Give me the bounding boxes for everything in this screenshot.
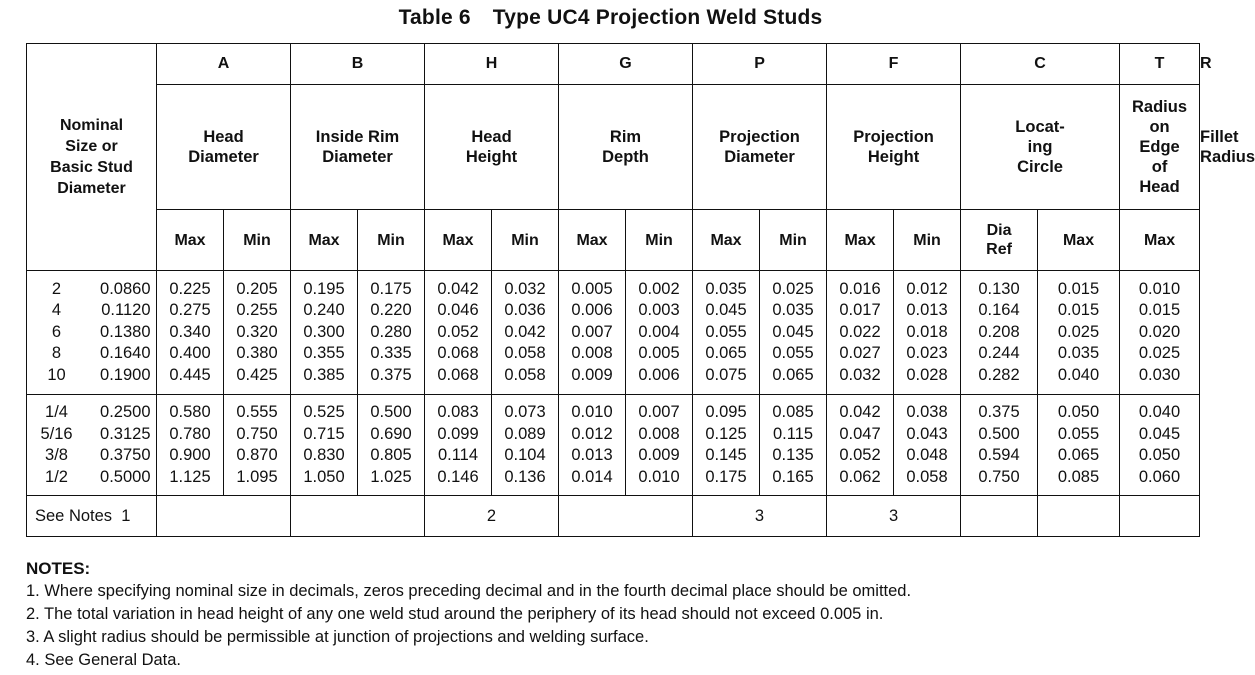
- nominal-size: 3/8: [45, 446, 68, 464]
- basic-diameter: 0.1380: [100, 322, 151, 341]
- nominal-size-cell: [27, 395, 157, 496]
- value-cell: [760, 271, 827, 395]
- see-notes-row: [27, 496, 1200, 537]
- value: 0.690: [370, 424, 412, 443]
- column-name-line: Height: [867, 148, 920, 166]
- value: 0.045: [705, 301, 747, 320]
- value-cell: [224, 395, 291, 496]
- basic-diameter: 0.5000: [100, 467, 151, 486]
- value-cell: [492, 271, 559, 395]
- value: 0.300: [303, 322, 345, 341]
- value: 0.042: [839, 403, 881, 421]
- see-notes-cell: [157, 496, 291, 537]
- value: 0.043: [906, 424, 948, 443]
- value: 0.073: [504, 403, 546, 421]
- value: 0.244: [978, 344, 1020, 363]
- value: 0.040: [1138, 403, 1181, 421]
- sub-header-line: Dia: [986, 222, 1012, 239]
- value: 0.175: [370, 279, 412, 298]
- value: 0.750: [978, 467, 1020, 486]
- value: 0.165: [772, 467, 814, 486]
- value: 0.135: [772, 446, 814, 464]
- value: 0.146: [437, 467, 479, 486]
- column-name-line: Diameter: [188, 148, 259, 166]
- sub-header-max: Max: [693, 210, 760, 271]
- value: 0.028: [906, 365, 948, 384]
- value: 0.060: [1138, 467, 1181, 486]
- nominal-size-cell: [27, 271, 157, 395]
- see-notes-nominal: 1: [121, 506, 131, 525]
- value: 0.068: [437, 344, 479, 363]
- value: 0.025: [772, 279, 814, 298]
- note-item: 3. A slight radius should be permissible at junction of projections and welding surface.: [26, 628, 649, 646]
- size-line: [27, 402, 156, 424]
- value: 0.095: [705, 403, 747, 421]
- value: 0.047: [839, 424, 881, 443]
- value-cell: [693, 271, 760, 395]
- value: 0.003: [638, 301, 680, 320]
- data-row-group-2: [27, 395, 1200, 496]
- value: 0.525: [303, 403, 345, 421]
- size-line: [27, 365, 156, 387]
- column-letter-f: F: [827, 44, 961, 85]
- value: 0.032: [504, 279, 546, 298]
- sub-header-max: Max: [559, 210, 626, 271]
- value: 0.065: [772, 365, 814, 384]
- value: 0.145: [705, 446, 747, 464]
- value: 0.055: [705, 322, 747, 341]
- basic-diameter: 0.1900: [100, 365, 151, 384]
- nominal-size: 10: [47, 365, 66, 384]
- value: 0.400: [169, 344, 211, 363]
- value: 0.009: [638, 446, 680, 464]
- sub-header-max: Max: [157, 210, 224, 271]
- column-name-f: [827, 85, 961, 210]
- value: 0.050: [1138, 446, 1181, 464]
- value: 0.500: [370, 403, 412, 421]
- value: 0.075: [705, 365, 747, 384]
- value: 0.015: [1057, 279, 1100, 298]
- notes-list: [26, 580, 911, 672]
- table-number: Table 6: [398, 6, 471, 29]
- value: 0.005: [571, 279, 613, 298]
- nominal-size: 4: [51, 301, 62, 320]
- value: 0.018: [906, 322, 948, 341]
- value: 0.022: [839, 322, 881, 341]
- value: 0.040: [1057, 365, 1100, 384]
- value-cell: [1120, 271, 1200, 395]
- column-name-line: Head: [471, 128, 512, 146]
- value-cell: [157, 395, 224, 496]
- value-cell: [559, 395, 626, 496]
- nominal-size: 1/4: [45, 403, 68, 421]
- value: 0.052: [839, 446, 881, 464]
- value: 0.015: [1138, 301, 1181, 320]
- value: 0.042: [504, 322, 546, 341]
- value: 0.050: [1057, 403, 1100, 421]
- see-notes-cell: [291, 496, 425, 537]
- nominal-size: 1/2: [45, 467, 68, 486]
- value-cell: [425, 395, 492, 496]
- value: 0.104: [504, 446, 546, 464]
- value-cell: [358, 395, 425, 496]
- column-letter-c: C: [961, 44, 1120, 85]
- sub-header-max: Max: [827, 210, 894, 271]
- value-cell: [894, 395, 961, 496]
- column-name-p: [693, 85, 827, 210]
- value-cell: [760, 395, 827, 496]
- value: 0.130: [978, 279, 1020, 298]
- value: 0.012: [906, 279, 948, 298]
- value: 0.164: [978, 301, 1020, 320]
- nominal-header-line: Basic Stud: [50, 159, 133, 176]
- value: 1.125: [169, 467, 211, 486]
- column-letter-p: P: [693, 44, 827, 85]
- value: 0.017: [839, 301, 881, 320]
- value: 0.015: [1057, 301, 1100, 320]
- see-notes-cell: [961, 496, 1038, 537]
- column-name-line: Radius: [1132, 98, 1188, 116]
- nominal-size: 8: [51, 344, 62, 363]
- sub-header-min: Min: [492, 210, 559, 271]
- value: 0.136: [504, 467, 546, 486]
- value: 0.340: [169, 322, 211, 341]
- column-name-line: Edge: [1139, 138, 1180, 156]
- column-name-row: Head Diameter Inside Rim Diameter Head Height Rim Depth Projection Diameter Projection Height Locat- ing Circle Radius on Edge of Head Fillet Radius: [27, 85, 1200, 210]
- note-item: 1. Where specifying nominal size in decimals, zeros preceding decimal and in the fourth decimal place should be omitted.: [26, 582, 912, 600]
- column-name-line: Projection: [719, 128, 800, 146]
- basic-diameter: 0.1120: [101, 301, 151, 320]
- size-line: [27, 279, 156, 301]
- value: 0.007: [638, 403, 680, 421]
- value: 1.095: [236, 467, 278, 486]
- sub-header-min: Min: [760, 210, 827, 271]
- note-item: 2. The total variation in head height of any one weld stud around the periphery of its head should not exceed 0.005 in.: [26, 605, 884, 623]
- value: 0.009: [571, 365, 613, 384]
- max-min-row: [27, 210, 1200, 271]
- sub-header-min: Min: [894, 210, 961, 271]
- value: 1.050: [303, 467, 345, 486]
- value-cell: [894, 271, 961, 395]
- column-name-line: Circle: [1017, 158, 1063, 176]
- value: 0.013: [571, 446, 613, 464]
- column-name-a: [157, 85, 291, 210]
- value-cell: [1120, 395, 1200, 496]
- size-line: [27, 343, 156, 365]
- value: 0.048: [906, 446, 948, 464]
- value: 0.055: [772, 344, 814, 363]
- see-notes-cell: [1120, 496, 1200, 537]
- column-name-line: Inside Rim: [315, 128, 400, 146]
- column-letter-h: H: [425, 44, 559, 85]
- value: 0.020: [1138, 322, 1181, 341]
- value: 0.012: [571, 424, 613, 443]
- value-cell: [291, 395, 358, 496]
- value: 0.062: [839, 467, 881, 486]
- value: 0.225: [169, 279, 211, 298]
- value-cell: [291, 271, 358, 395]
- see-notes-text: See Notes: [35, 506, 113, 525]
- value: 0.065: [1057, 446, 1100, 464]
- value: 0.580: [169, 403, 211, 421]
- value-cell: [961, 395, 1038, 496]
- value: 0.870: [236, 446, 278, 464]
- value: 0.036: [504, 301, 546, 320]
- value: 0.042: [437, 279, 479, 298]
- value: 0.065: [705, 344, 747, 363]
- column-name-line: Diameter: [322, 148, 393, 166]
- value-cell: [157, 271, 224, 395]
- value: 0.005: [638, 344, 680, 363]
- value: 0.007: [571, 322, 613, 341]
- column-letter-t: T: [1120, 44, 1200, 85]
- column-name-line: Locat-: [1015, 118, 1065, 136]
- column-name-line: of: [1151, 158, 1168, 176]
- value: 0.280: [370, 322, 412, 341]
- value: 0.045: [772, 322, 814, 341]
- value: 0.275: [169, 301, 211, 320]
- value: 0.068: [437, 365, 479, 384]
- column-name-line: Height: [465, 148, 518, 166]
- value: 0.099: [437, 424, 479, 443]
- sub-header-max: Max: [291, 210, 358, 271]
- nominal-header-line: Diameter: [57, 180, 126, 197]
- basic-diameter: 0.3750: [100, 446, 151, 464]
- column-name-line: Projection: [853, 128, 934, 146]
- value: 0.445: [169, 365, 211, 384]
- size-line: [27, 300, 156, 322]
- value: 0.900: [169, 446, 211, 464]
- value: 0.032: [839, 365, 881, 384]
- value: 0.282: [978, 365, 1020, 384]
- value-cell: [425, 271, 492, 395]
- value: 0.016: [839, 279, 881, 298]
- weld-stud-table: [26, 43, 1255, 537]
- size-line: [27, 322, 156, 344]
- value: 0.014: [571, 467, 613, 486]
- basic-diameter: 0.2500: [100, 403, 151, 421]
- value-cell: [559, 271, 626, 395]
- value-cell: [358, 271, 425, 395]
- value: 0.035: [1057, 344, 1100, 363]
- see-notes-cell: [559, 496, 693, 537]
- value: 0.335: [370, 344, 412, 363]
- value: 0.780: [169, 424, 211, 443]
- value: 0.220: [370, 301, 412, 320]
- notes-section: [26, 557, 911, 672]
- table-title: [0, 6, 1221, 30]
- nominal-header-line: Size or: [65, 138, 118, 155]
- value: 0.006: [571, 301, 613, 320]
- value-cell: [961, 271, 1038, 395]
- value-cell: [693, 395, 760, 496]
- sub-header-min: Min: [358, 210, 425, 271]
- value: 0.555: [236, 403, 278, 421]
- column-name-line: Rim: [609, 128, 642, 146]
- value: 0.008: [571, 344, 613, 363]
- column-letter-b: B: [291, 44, 425, 85]
- value-cell: [626, 395, 693, 496]
- value: 0.058: [504, 365, 546, 384]
- value: 0.035: [772, 301, 814, 320]
- sub-header-line: Ref: [986, 241, 1012, 258]
- value: 0.205: [236, 279, 278, 298]
- see-notes-cell: [1038, 496, 1120, 537]
- value-cell: [626, 271, 693, 395]
- value: 0.500: [978, 424, 1020, 443]
- size-line: [27, 445, 156, 467]
- nominal-size: 2: [51, 279, 62, 298]
- nominal-size: 5/16: [40, 424, 73, 443]
- value: 0.425: [236, 365, 278, 384]
- value: 0.055: [1057, 424, 1100, 443]
- see-notes-cell: 3: [827, 496, 961, 537]
- value: 0.030: [1138, 365, 1181, 384]
- value: 0.355: [303, 344, 345, 363]
- value: 0.008: [638, 424, 680, 443]
- value: 0.115: [772, 424, 814, 443]
- value: 0.114: [437, 446, 479, 464]
- sub-header-max: Max: [425, 210, 492, 271]
- column-name-h: [425, 85, 559, 210]
- value: 0.025: [1138, 344, 1181, 363]
- sub-header-dia-ref: [961, 210, 1038, 271]
- see-notes-cell: 2: [425, 496, 559, 537]
- value: 0.089: [504, 424, 546, 443]
- nominal-header-line: Nominal: [59, 117, 124, 134]
- value: 0.320: [236, 322, 278, 341]
- value: 0.085: [772, 403, 814, 421]
- value: 0.805: [370, 446, 412, 464]
- value: 0.375: [370, 365, 412, 384]
- value-cell: [1038, 271, 1120, 395]
- value: 0.594: [978, 446, 1020, 464]
- value: 0.010: [638, 467, 680, 486]
- nominal-size-header: [27, 44, 157, 271]
- value: 0.058: [504, 344, 546, 363]
- basic-diameter: 0.0860: [100, 279, 151, 298]
- notes-heading: NOTES:: [26, 559, 91, 578]
- value-cell: [827, 395, 894, 496]
- column-name-line: Diameter: [724, 148, 795, 166]
- nominal-size: 6: [51, 322, 62, 341]
- column-name-g: [559, 85, 693, 210]
- value: 0.013: [906, 301, 948, 320]
- value: 0.083: [437, 403, 479, 421]
- value: 0.027: [839, 344, 881, 363]
- sub-header-min: Min: [626, 210, 693, 271]
- value: 0.052: [437, 322, 479, 341]
- column-name-c: [961, 85, 1120, 210]
- value-cell: [1038, 395, 1120, 496]
- value: 0.058: [906, 467, 948, 486]
- sub-header-max: Max: [1038, 210, 1120, 271]
- value: 0.240: [303, 301, 345, 320]
- value-cell: [224, 271, 291, 395]
- column-name-line: Head: [1139, 178, 1180, 196]
- column-name-line: ing: [1027, 138, 1053, 156]
- column-letter-g: G: [559, 44, 693, 85]
- value: 0.038: [906, 403, 948, 421]
- value-cell: [492, 395, 559, 496]
- basic-diameter: 0.3125: [100, 424, 151, 443]
- value: 0.045: [1138, 424, 1181, 443]
- value: 0.046: [437, 301, 479, 320]
- value: 0.085: [1057, 467, 1100, 486]
- column-name-b: [291, 85, 425, 210]
- value: 0.255: [236, 301, 278, 320]
- value: 0.830: [303, 446, 345, 464]
- see-notes-label: [27, 496, 157, 537]
- column-letter-a: A: [157, 44, 291, 85]
- column-letter-row: Nominal Size or Basic Stud Diameter A B H G P F C T R: [27, 44, 1200, 85]
- value: 1.025: [370, 467, 412, 486]
- value: 0.010: [1138, 279, 1181, 298]
- column-name-line: Depth: [602, 148, 649, 166]
- column-name-t: [1120, 85, 1200, 210]
- value: 0.375: [978, 403, 1020, 421]
- value: 0.006: [638, 365, 680, 384]
- value: 0.175: [705, 467, 747, 486]
- value: 0.385: [303, 365, 345, 384]
- size-line: [27, 424, 156, 446]
- sub-header-min: Min: [224, 210, 291, 271]
- value: 0.035: [705, 279, 747, 298]
- see-notes-cell: 3: [693, 496, 827, 537]
- table-title-text: Type UC4 Projection Weld Studs: [492, 6, 823, 29]
- value: 0.380: [236, 344, 278, 363]
- column-name-line: Head: [203, 128, 244, 146]
- value-cell: [827, 271, 894, 395]
- value: 0.750: [236, 424, 278, 443]
- note-item: 4. See General Data.: [26, 651, 182, 669]
- value: 0.715: [303, 424, 345, 443]
- sub-header-max: Max: [1120, 210, 1200, 271]
- basic-diameter: 0.1640: [100, 344, 151, 363]
- value: 0.002: [638, 279, 680, 298]
- size-line: [27, 467, 156, 489]
- column-name-line: on: [1149, 118, 1170, 136]
- value: 0.004: [638, 322, 680, 341]
- value: 0.208: [978, 322, 1020, 341]
- data-row-group-1: [27, 271, 1200, 395]
- value: 0.195: [303, 279, 345, 298]
- value: 0.125: [705, 424, 747, 443]
- value: 0.023: [906, 344, 948, 363]
- value: 0.025: [1057, 322, 1100, 341]
- value: 0.010: [571, 403, 613, 421]
